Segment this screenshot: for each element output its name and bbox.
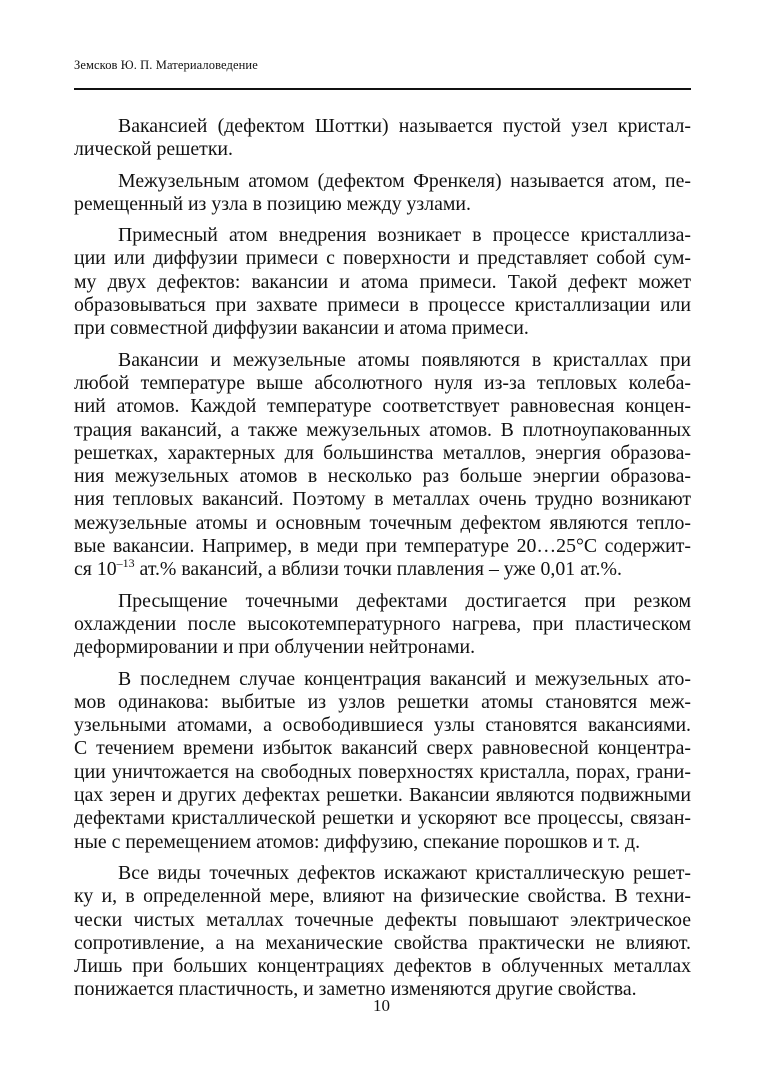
- exponent-line-start: ся 10: [74, 558, 117, 581]
- text-line: образовываться при захвате примеси в процессе кристаллизации или: [74, 294, 691, 317]
- text-line: ний атомов. Каждой температуре соответствует равновесная концен-: [74, 395, 691, 418]
- text-line: дефектами кристаллической решетки и ускоряют все процессы, связан-: [74, 807, 691, 830]
- text-line: Вакансией (дефектом Шоттки) называется пустой узел кристал-: [118, 115, 691, 137]
- text-line: чески чистых металлах точечные дефекты повышают электрическое: [74, 908, 691, 931]
- text-line: лической решетки.: [74, 138, 233, 161]
- text-line: любой температуре выше абсолютного нуля из-за тепловых колеба-: [74, 371, 691, 394]
- text-line: ку и, в определенной мере, влияют на физические свойства. В техни-: [74, 885, 691, 908]
- text-line: Вакансии и межузельные атомы появляются в кристаллах при: [118, 348, 691, 371]
- text-line: ремещенный из узла в позицию между узлами.: [74, 192, 471, 215]
- text-line: С течением времени избыток вакансий сверх равновесной концентра-: [74, 737, 691, 760]
- paragraph: [74, 115, 691, 162]
- text-line: вые вакансии. Например, в меди при температуре 20…25°С содержит-: [74, 535, 691, 558]
- text-line: В последнем случае концентрация вакансий и межузельных ато-: [118, 667, 691, 690]
- paragraph: [74, 224, 691, 340]
- text-line: узельными атомами, а освободившиеся узлы становятся вакансиями.: [74, 714, 691, 737]
- exponent: –13: [116, 556, 135, 571]
- page-number: 10: [373, 996, 390, 1015]
- paragraph: [74, 170, 691, 217]
- text-line: му двух дефектов: вакансии и атома примеси. Такой дефект может: [74, 270, 691, 293]
- header-rule: [74, 88, 691, 90]
- text-line: ния межузельных атомов в несколько раз больше энергии образова-: [74, 465, 691, 488]
- text-line: трация вакансий, а также межузельных атомов. В плотноупакованных: [74, 418, 691, 441]
- text-line: цах зерен и других дефектах решетки. Вакансии являются подвижными: [74, 784, 691, 807]
- text-line: мов одинакова: выбитые из узлов решетки атомы становятся меж-: [74, 690, 691, 713]
- text-line: Все виды точечных дефектов искажают кристаллическую решет-: [118, 861, 691, 884]
- text-line-with-exponent: [74, 558, 691, 581]
- text-line: понижается пластичность, и заметно изменяются другие свойства.: [74, 978, 637, 1001]
- text-line: межузельные атомы и основным точечным дефектом являются тепло-: [74, 511, 691, 534]
- running-header: Земсков Ю. П. Материаловедение: [74, 58, 258, 72]
- text-line: охлаждении после высокотемпературного нагрева, при пластическом: [74, 612, 691, 635]
- text-line: Пресыщение точечными дефектами достигается при резком: [118, 589, 691, 612]
- text-line: Примесный атом внедрения возникает в процессе кристаллиза-: [118, 224, 691, 247]
- text-line: Лишь при больших концентрациях дефектов в облученных металлах: [74, 955, 691, 978]
- text-line: решетках, характерных для большинства металлов, энергия образова-: [74, 441, 691, 464]
- text-line: ции уничтожается на свободных поверхностях кристалла, порах, грани-: [74, 760, 691, 783]
- paragraph: [74, 590, 691, 660]
- text-line: ции или диффузии примеси с поверхности и представляет собой сум-: [74, 247, 691, 270]
- text-line: при совместной диффузии вакансии и атома примеси.: [74, 317, 529, 340]
- text-line: ные с перемещением атомов: диффузию, спекание порошков и т. д.: [74, 830, 641, 853]
- exponent-line-end: ат.% вакансий, а вблизи точки плавления – уже 0,01 ат.%.: [134, 558, 622, 581]
- page-body: [74, 115, 691, 1010]
- text-line: сопротивление, а на механические свойства практически не влияют.: [74, 931, 691, 954]
- paragraph: [74, 349, 691, 582]
- paragraph: [74, 862, 691, 1002]
- paragraph: [74, 668, 691, 854]
- text-line: Межузельным атомом (дефектом Френкеля) называется атом, пе-: [118, 169, 691, 192]
- text-line: деформировании и при облучении нейтронами.: [74, 636, 476, 659]
- text-line: ния тепловых вакансий. Поэтому в металлах очень трудно возникают: [74, 488, 691, 511]
